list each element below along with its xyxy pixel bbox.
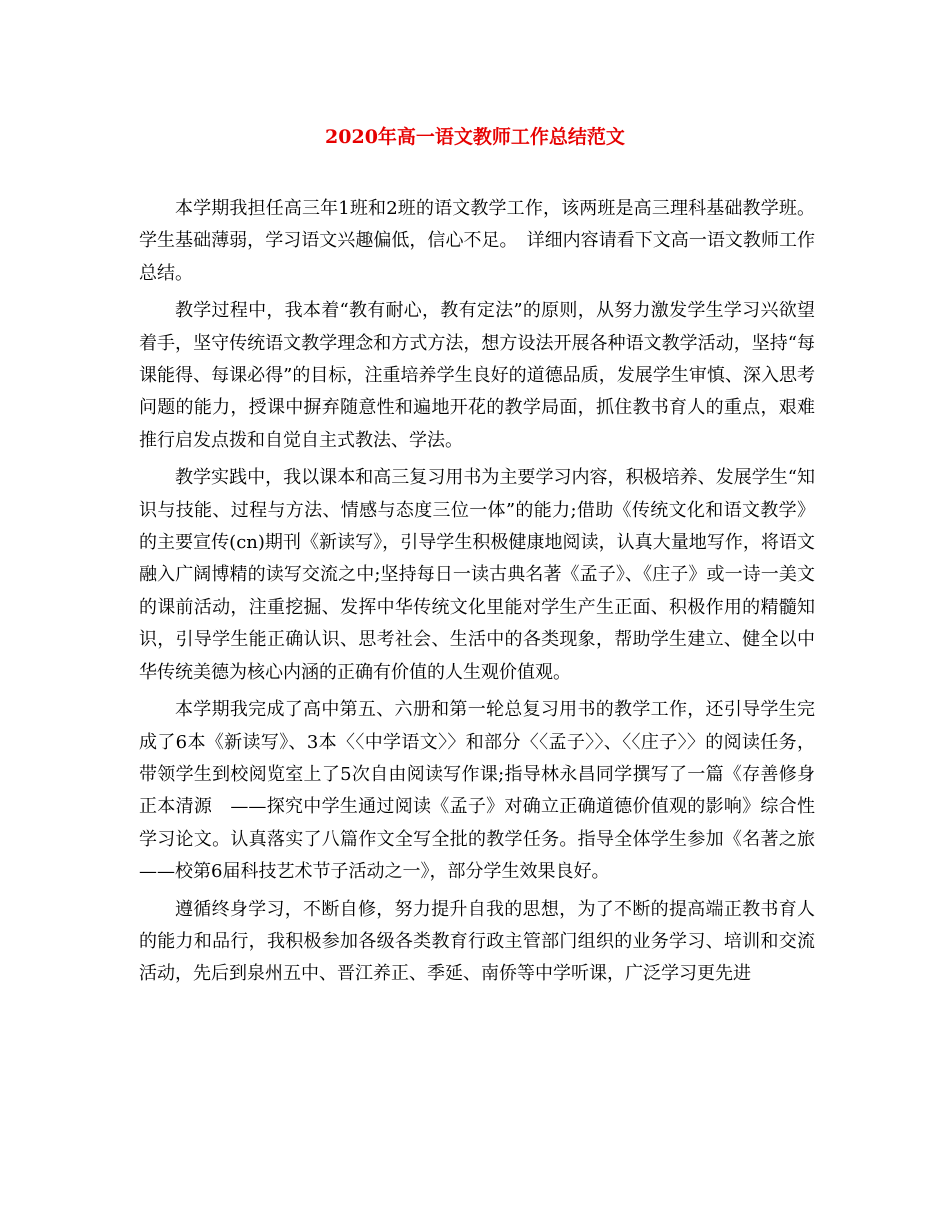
paragraph-2: 教学过程中，我本着“教有耐心，教有定法”的原则，从努力激发学生学习兴欲望着手，坚守传统语文教学理念和方式方法，想方设法开展各种语文教学活动，坚持“每课能得、每课必得”的目标，注重培养学生良好的道德品质，发展学生审慎、深入思考问题的能力，授课中摒弃随意性和遍地开花的教学局面，抓住教书育人的重点，艰难推行启发点拨和自觉自主式教法、学法。: [139, 300, 815, 451]
paragraph-5: 遵循终身学习，不断自修，努力提升自我的思想，为了不断的提高端正教书育人的能力和品行，我积极参加各级各类教育行政主管部门组织的业务学习、培训和交流活动，先后到泉州五中、晋江养正、季延、南侨等中学听课，广泛学习更先进: [139, 898, 815, 985]
paragraph-4: 本学期我完成了高中第五、六册和第一轮总复习用书的教学工作，还引导学生完成了6本《新读写》、3本〈〈中学语文〉〉和部分〈〈孟子〉〉、〈〈庄子〉〉的阅读任务，带领学生到校阅览室上了5次自由阅读写作课;指导林永昌同学撰写了一篇《存善修身 正本清源 ——探究中学生通过阅读《孟子》对确立正确道德价值观的影响》综合性学习论文。认真落实了八篇作文全写全批的教学任务。指导全体学生参加《名著之旅——校第6届科技艺术节子活动之一》，部分学生效果良好。: [139, 699, 833, 883]
paragraph-3: 教学实践中，我以课本和高三复习用书为主要学习内容，积极培养、发展学生“知识与技能、过程与方法、情感与态度三位一体”的能力;借助《传统文化和语文教学》的主要宣传(cn)期刊《新读写》，引导学生积极健康地阅读，认真大量地写作，将语文融入广阔博精的读写交流之中;坚持每日一读古典名著《孟子》、《庄子》或一诗一美文的课前活动，注重挖掘、发挥中华传统文化里能对学生产生正面、积极作用的精髓知识，引导学生能正确认识、思考社会、生活中的各类现象，帮助学生建立、健全以中华传统美德为核心内涵的正确有价值的人生观价值观。: [139, 467, 815, 683]
paragraph-1: 本学期我担任高三年1班和2班的语文教学工作，该两班是高三理科基础教学班。学生基础薄弱，学习语文兴趣偏低，信心不足。 详细内容请看下文高一语文教师工作总结。: [139, 198, 815, 284]
document-body: [139, 193, 833, 996]
document-title: 2020年高一语文教师工作总结范文: [325, 126, 625, 148]
